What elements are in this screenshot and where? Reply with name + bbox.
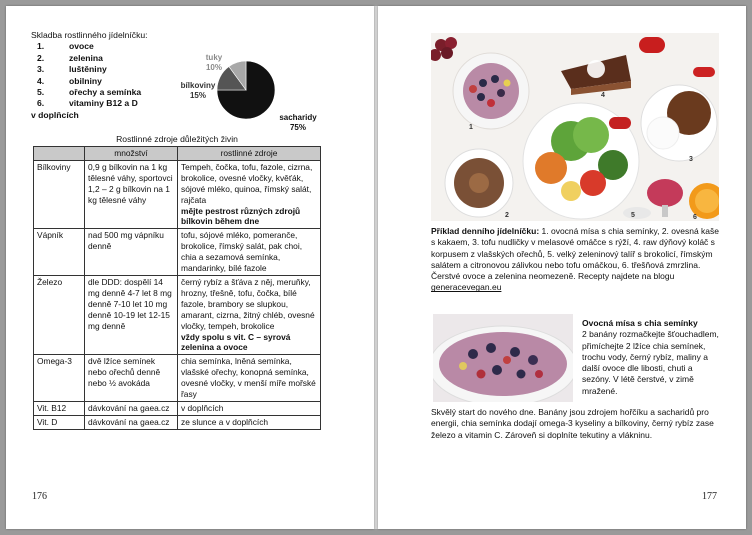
recipe-body: 2 banány rozmačkejte šťouchadlem, přimíchejte 2 lžíce chia semínek, trochu vody, černý rybíz, maliny a další ovoce dle libosti, chuti a sezóny. V létě čerstvé, v zimě mražené.: [582, 329, 719, 396]
photo-number-2: 2: [505, 212, 509, 219]
composition-item-number: 2.: [37, 52, 45, 63]
photo-number-3: 3: [689, 156, 693, 163]
nutrient-cell: Vit. B12: [34, 401, 85, 415]
pie-value-sacharidy: 75%: [289, 123, 307, 132]
sources-cell: [178, 355, 321, 402]
recipe-title: Ovocná mísa s chia semínky: [582, 318, 698, 328]
composition-item: [31, 64, 148, 75]
table-row: [34, 415, 321, 429]
photo-number-5: 5: [631, 212, 635, 219]
macronutrient-pie-chart: [168, 48, 318, 136]
composition-item-label: luštěniny: [69, 64, 107, 75]
composition-item-number: 6.: [37, 98, 45, 109]
table-row: [34, 160, 321, 228]
composition-item: [31, 41, 148, 52]
sources-cell: [178, 275, 321, 354]
nutrient-cell: Bílkoviny: [34, 160, 85, 228]
composition-item-number: 4.: [37, 75, 45, 86]
caption-heading: Příklad denního jídelníčku:: [431, 226, 540, 236]
sources-text: chia semínka, lněná semínka, vlašské ořechy, konopná semínka, ovesné vločky, v menší míře mořské řasy: [181, 356, 316, 400]
sources-cell: [178, 401, 321, 415]
composition-item-number: 5.: [37, 87, 45, 98]
table-header-nutrient: [34, 147, 85, 161]
table-row: [34, 275, 321, 354]
composition-heading: Skladba rostlinného jídelníčku:: [31, 30, 148, 40]
amount-cell: nad 500 mg vápníku denně: [85, 229, 178, 276]
fruit-bowl-photo: [433, 314, 573, 402]
pie-label-tuky: tuky: [205, 53, 223, 62]
nutrient-cell: Vit. D: [34, 415, 85, 429]
table-row: [34, 229, 321, 276]
composition-item: [31, 53, 148, 64]
composition-tail: v doplňcích: [31, 109, 79, 120]
composition-item: [31, 98, 148, 109]
sources-text: v doplňcích: [181, 402, 224, 413]
photo-number-6: 6: [693, 214, 697, 221]
amount-cell: 0,9 g bílkovin na 1 kg tělesné váhy, sportovci 1,2 – 2 g bílkovin na 1 kg tělesné váhy: [85, 160, 178, 228]
composition-list: [31, 30, 148, 121]
table-header-amount: množství: [85, 147, 178, 161]
nutrient-cell: Vápník: [34, 229, 85, 276]
pie-label-sacharidy: sacharidy: [279, 113, 317, 122]
table-title: Rostlinné zdroje důležitých živin: [116, 134, 238, 144]
nutrient-cell: Železo: [34, 275, 85, 354]
composition-item: [31, 76, 148, 87]
sources-text: černý rybíz a šťáva z něj, meruňky, hrozny, třešně, tofu, čočka, bílé fazole, brambory se slupkou, amarant, cizrna, žitný chléb, ovesné vločky, tempeh, brokolice: [181, 276, 315, 331]
composition-item: [31, 87, 148, 98]
daily-menu-caption: [431, 226, 721, 294]
composition-item-label: zelenina: [69, 52, 103, 63]
page-number-left: 176: [32, 491, 47, 502]
sources-cell: [178, 160, 321, 228]
page-number-right: 177: [702, 491, 717, 502]
table-header-sources: rostlinné zdroje: [178, 147, 321, 161]
table-body: [34, 160, 321, 429]
pie-value-tuky: 10%: [205, 63, 223, 72]
pie-value-bílkoviny: 15%: [189, 91, 207, 100]
sources-text: ze slunce a v doplňcích: [181, 416, 269, 427]
sources-note: mějte pestrost různých zdrojů bílkovin během dne: [181, 205, 301, 227]
composition-item-number: 3.: [37, 64, 45, 75]
sources-note: vždy spolu s vit. C – syrová zelenina a ovoce: [181, 331, 291, 353]
sources-text: tofu, sójové mléko, pomeranče, brokolice, římský salát, pak choi, chia a sezamová semínka, mandarinky, bílé fazole: [181, 230, 303, 274]
sources-text: Tempeh, čočka, tofu, fazole, cizrna, brokolice, ovesné vločky, kvěťák, sójové mléko, quinoa, římský salát, rajčata: [181, 161, 313, 205]
amount-cell: dávkování na gaea.cz: [85, 415, 178, 429]
table-header-row: [34, 147, 321, 161]
amount-cell: dávkování na gaea.cz: [85, 401, 178, 415]
amount-cell: dle DDD: dospělí 14 mg denně 4-7 let 8 mg denně 7-10 let 10 mg denně 10-19 let 12-15 mg denně: [85, 275, 178, 354]
photo-number-4: 4: [601, 92, 605, 99]
table-row: [34, 355, 321, 402]
sources-cell: [178, 229, 321, 276]
sources-cell: [178, 415, 321, 429]
composition-item-number: 1.: [37, 41, 45, 52]
table-row: [34, 401, 321, 415]
amount-cell: dvě lžíce semínek nebo ořechů denně nebo ½ avokáda: [85, 355, 178, 402]
recipe-description: Skvělý start do nového dne. Banány jsou zdrojem hořčíku a sacharidů pro energii, chia semínka dodají omega-3 kyseliny a bílkoviny, černý rybíz zase železo a vitamin C. Zároveň si doplníte tekutiny a vlákninu.: [431, 407, 714, 440]
composition-item-label: vitaminy B12 a D: [69, 98, 138, 109]
nutrient-cell: Omega-3: [34, 355, 85, 402]
composition-item-label: ořechy a semínka: [69, 87, 142, 98]
recipe-text: [582, 318, 722, 397]
blog-link[interactable]: generacevegan.eu: [431, 282, 502, 293]
pie-label-bílkoviny: bílkoviny: [180, 81, 216, 90]
composition-item-label: obilniny: [69, 75, 102, 86]
nutrient-sources-table: [33, 146, 321, 430]
composition-items: [31, 41, 148, 109]
caption-body: 1. ovocná mísa s chia semínky, 2. ovesná kaše s kakaem, 3. tofu nudličky v melasové omáčce s rýží, 4. raw dýňový koláč s korpusem z vlašských ořechů, 5. velký zeleninový talíř s brokolicí, římským salátem a citronovou zálivkou nebo tofu omáčkou, 6. třešňová zmrzlina. Čerstvé ovoce a zelenina neomezeně. Recepty najdete na blogu: [431, 226, 720, 282]
photo-number-1: 1: [469, 124, 473, 131]
photo-numbers-overlay: [431, 33, 719, 221]
composition-item-label: ovoce: [69, 41, 94, 52]
